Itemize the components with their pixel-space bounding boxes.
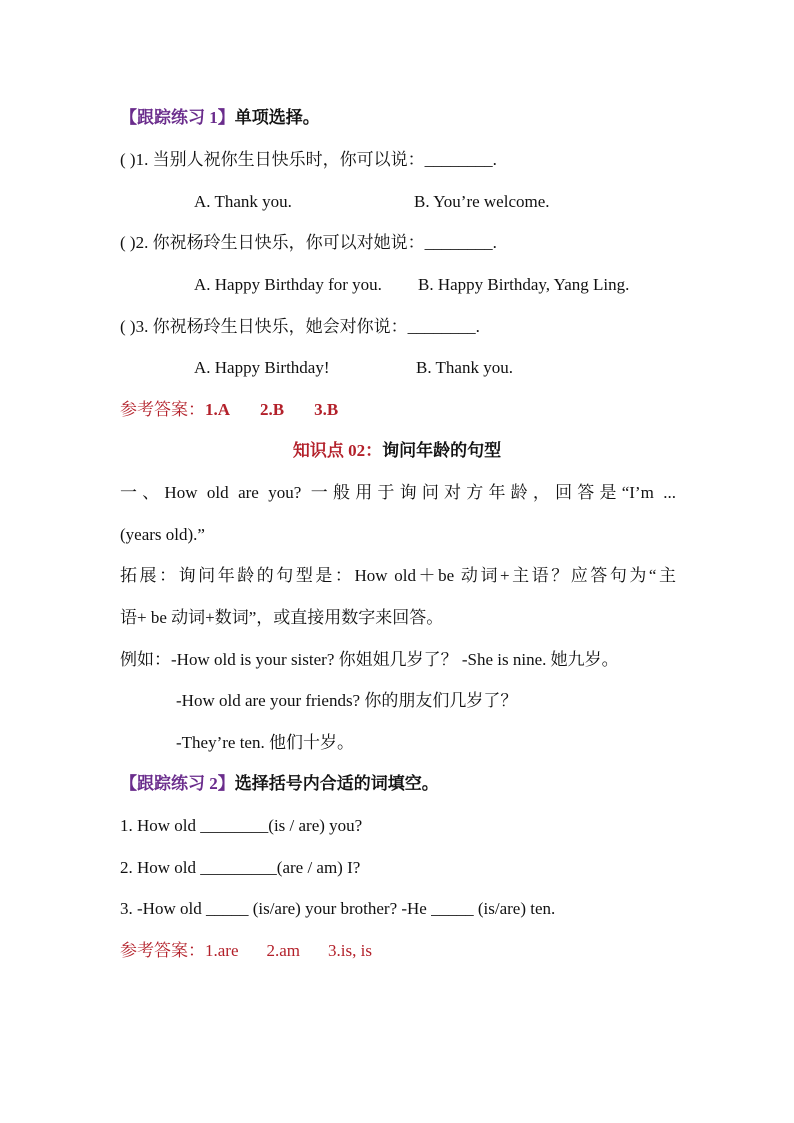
practice1-label: 跟踪练习 1: [137, 108, 218, 127]
practice1-answer-label: 参考答案：: [120, 400, 205, 419]
practice1-bracket-close: 】: [217, 108, 235, 127]
example-label: 例如：: [120, 650, 171, 669]
point1-line2: (years old).”: [120, 525, 205, 544]
question-2-option-a: A. Happy Birthday for you.: [194, 275, 382, 294]
practice2-label: 跟踪练习 2: [137, 774, 218, 793]
practice1-answer-2: 2.B: [260, 400, 285, 419]
question-1-text: 当别人祝你生日快乐时，你可以说：________.: [152, 150, 497, 169]
practice2-item-2: 2. How old _________(are / am) I?: [120, 858, 361, 877]
extension-line1: 拓展：询问年龄的句型是：How old＋be 动词+主语？应答句为“主: [120, 566, 676, 585]
question-3-text: 你祝杨玲生日快乐，她会对你说：________.: [152, 317, 480, 336]
practice2-instruction: 选择括号内合适的词填空。: [234, 774, 439, 793]
practice1-answer-1: 1.A: [205, 400, 231, 419]
question-2-option-b: B. Happy Birthday, Yang Ling.: [418, 275, 630, 294]
point1-line1: 一、How old are you? 一般用于询问对方年龄，回答是“I’m ...: [120, 483, 676, 502]
practice2-answer-3: 3.is, is: [328, 941, 372, 960]
practice1-bracket-open: 【: [120, 108, 137, 127]
example-2: -How old are your friends? 你的朋友们几岁了？: [176, 691, 518, 710]
practice2-item-1: 1. How old ________(is / are) you?: [120, 816, 363, 835]
practice2-answer-1: 1.are: [205, 941, 239, 960]
practice2-answer-label: 参考答案：: [120, 941, 205, 960]
question-2-number: ( )2.: [120, 233, 149, 252]
question-1-option-b: B. You’re welcome.: [414, 192, 550, 211]
question-1: [120, 149, 497, 171]
question-3-number: ( )3.: [120, 317, 149, 336]
knowledge-heading: [0, 440, 794, 462]
question-2-text: 你祝杨玲生日快乐，你可以对她说：________.: [152, 233, 497, 252]
practice1-title: [120, 107, 320, 129]
example-1: [120, 649, 619, 671]
question-1-option-a: A. Thank you.: [194, 192, 292, 211]
question-1-number: ( )1.: [120, 150, 149, 169]
knowledge-heading-label: 知识点 02：: [292, 441, 383, 460]
practice1-answer-3: 3.B: [314, 400, 339, 419]
question-3-option-a: A. Happy Birthday!: [194, 358, 330, 377]
example-1-text: -How old is your sister? 你姐姐几岁了？ -She is nine. 她九岁。: [171, 650, 619, 669]
question-3-option-b: B. Thank you.: [416, 358, 513, 377]
knowledge-heading-text: 询问年龄的句型: [382, 441, 502, 460]
question-2: [120, 232, 497, 254]
extension-line2: 语+ be 动词+数词”，或直接用数字来回答。: [120, 608, 444, 627]
practice1-answers: [120, 399, 338, 421]
question-3: [120, 316, 480, 338]
practice2-answer-2: 2.am: [266, 941, 301, 960]
practice2-bracket-close: 】: [217, 774, 235, 793]
practice2-answers: [120, 940, 372, 962]
practice1-instruction: 单项选择。: [234, 108, 320, 127]
practice2-title: [120, 773, 439, 795]
practice2-item-3: 3. -How old _____ (is/are) your brother? -He _____ (is/are) ten.: [120, 899, 556, 918]
example-3: -They’re ten. 他们十岁。: [176, 733, 354, 752]
practice2-bracket-open: 【: [120, 774, 137, 793]
